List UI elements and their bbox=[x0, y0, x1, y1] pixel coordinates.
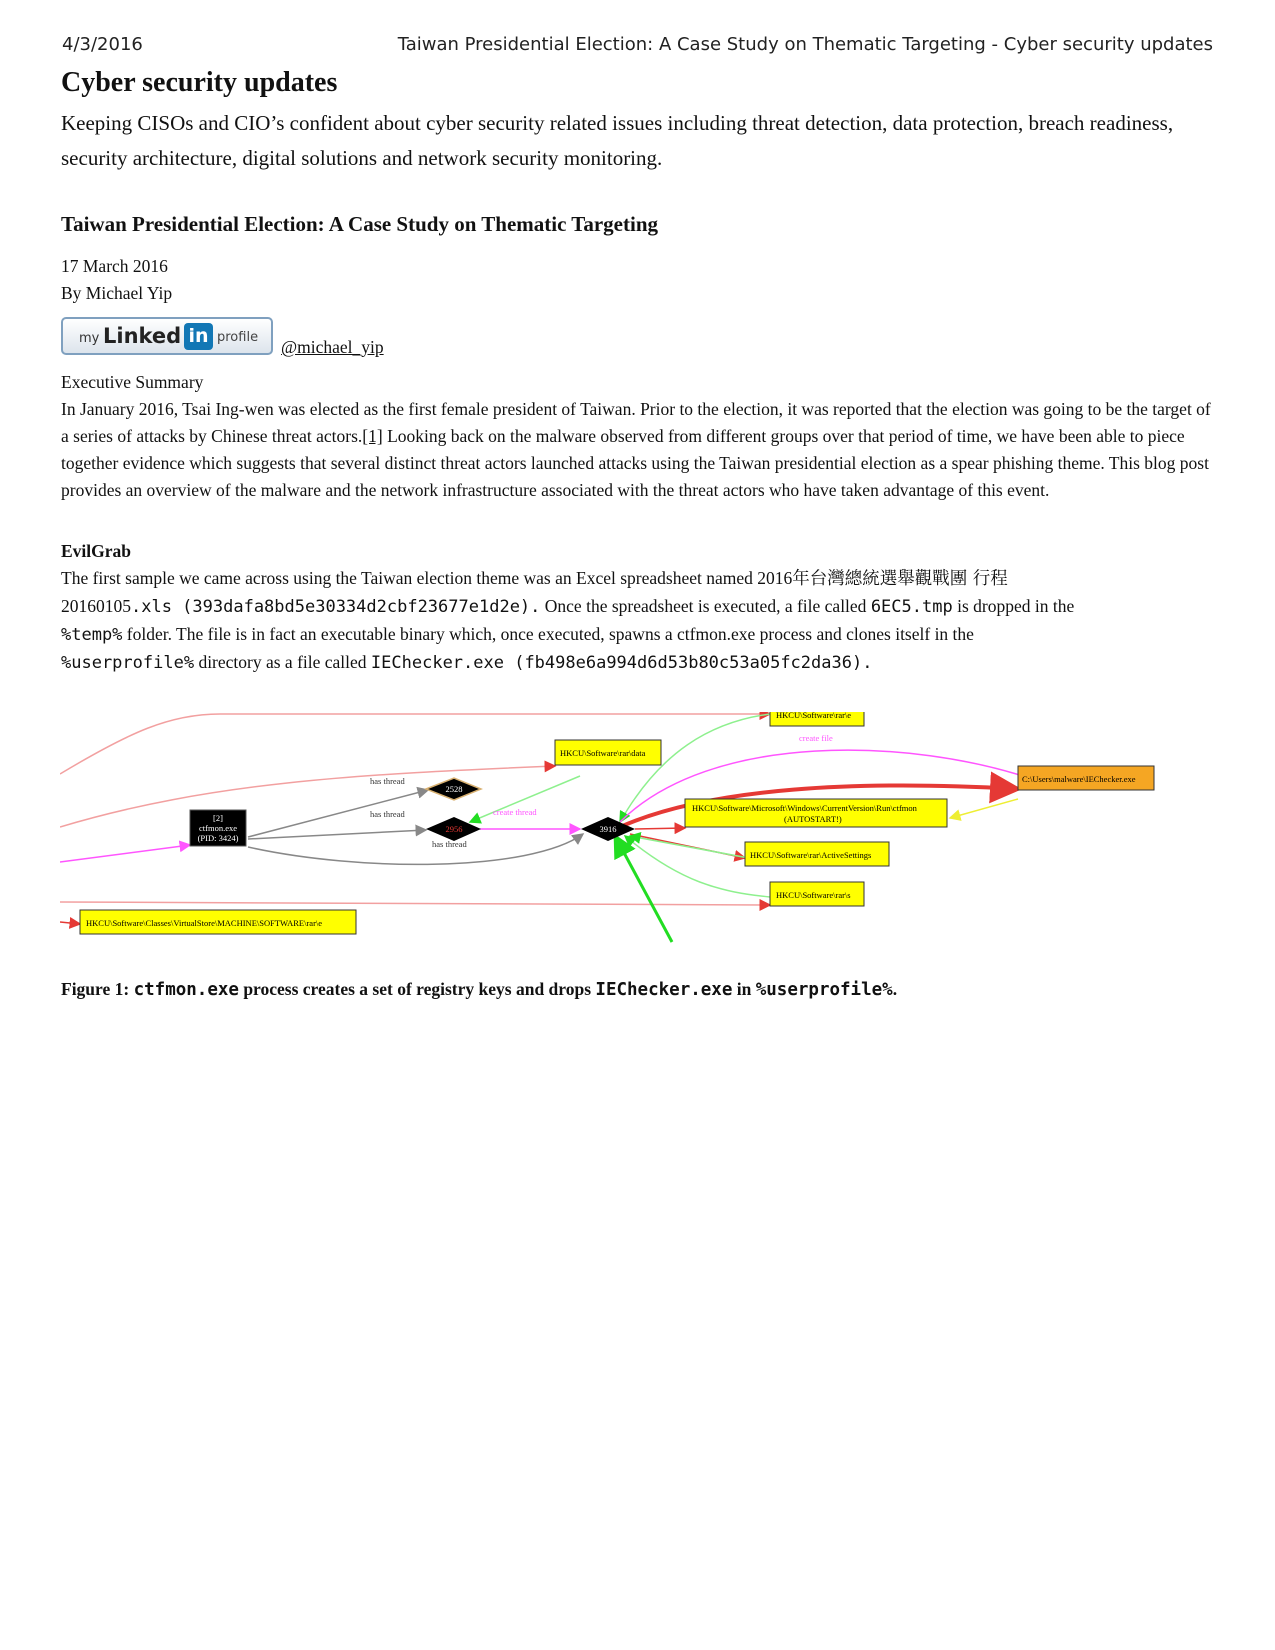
linkedin-badge-profile: profile bbox=[217, 330, 259, 345]
svg-text:HKCU\Software\Microsoft\Window: HKCU\Software\Microsoft\Windows\CurrentVersion\Run\ctfmon bbox=[692, 803, 917, 813]
evilgrab-code-temp: %temp% bbox=[61, 625, 123, 645]
edge-left-to-reg-classes bbox=[60, 922, 80, 924]
svg-text:3916: 3916 bbox=[599, 824, 617, 834]
print-page-title: Taiwan Presidential Election: A Case Study on Thematic Targeting - Cyber security updates bbox=[397, 34, 1213, 55]
node-reg-s bbox=[770, 882, 864, 906]
edge-has-thread-b bbox=[248, 830, 426, 839]
linkedin-badge-my: my bbox=[79, 331, 100, 346]
blog-tagline: Keeping CISOs and CIO’s confident about cyber security related issues including threat detection, data protection, breach readiness, security architecture, digital solutions and network security monitoring. bbox=[61, 111, 1174, 170]
caption-text-part: process creates a set of registry keys and drops bbox=[238, 979, 596, 999]
executive-summary-label: Executive Summary bbox=[61, 372, 204, 392]
caption-code-iechecker: IEChecker.exe bbox=[595, 980, 733, 1000]
figure-1-process-graph bbox=[60, 712, 1220, 972]
edge-left-to-reg-s bbox=[60, 902, 770, 905]
print-date: 4/3/2016 bbox=[62, 34, 143, 55]
executive-summary-text bbox=[61, 396, 1221, 504]
evilgrab-text-part: Once the spreadsheet is executed, a file called bbox=[540, 596, 871, 616]
node-reg-top bbox=[770, 712, 864, 726]
edge-left-to-process bbox=[60, 845, 190, 862]
evilgrab-code-iechecker: IEChecker.exe (fb498e6a994d6d53b80c53a05fc2da36). bbox=[370, 653, 873, 673]
blog-title: Cyber security updates bbox=[61, 67, 338, 98]
evilgrab-text-part: folder. The file is in fact an executable binary which, once executed, spawns a ctfmon.exe process and clones itself in the bbox=[122, 624, 974, 644]
evilgrab-text-part: 20160105 bbox=[61, 596, 131, 616]
edge-label-has-thread: has thread bbox=[370, 809, 405, 819]
edge-has-thread-c bbox=[248, 834, 583, 864]
twitter-handle-link[interactable]: @michael_yip bbox=[281, 337, 384, 357]
evilgrab-code-tmp: 6EC5.tmp bbox=[870, 597, 953, 617]
node-process-ctfmon bbox=[190, 810, 246, 846]
node-reg-active bbox=[745, 842, 889, 866]
evilgrab-code-userprofile: %userprofile% bbox=[61, 653, 195, 673]
post-meta bbox=[61, 253, 1221, 307]
post-title: Taiwan Presidential Election: A Case Study on Thematic Targeting bbox=[61, 212, 659, 236]
evilgrab-code-xls: .xls (393dafa8bd5e30334d2cbf23677e1d2e). bbox=[131, 597, 541, 617]
edge-label-create-file: create file bbox=[799, 733, 833, 743]
figure-1-caption bbox=[61, 976, 897, 1004]
summary-text-part: In January 2016, Tsai Ing-wen was elected as the first female president of Taiwan. Prior to the election, it was reported that the election was going to be the target of a series of attacks by Chinese threat actors. bbox=[61, 399, 1211, 446]
edge-yellow-from-file bbox=[950, 799, 1018, 818]
summary-text-part: Looking back on the malware observed from different groups over that period of time, we have been able to piece together evidence which suggests that several distinct threat actors launched attacks using the Taiwan presidential election as a spear phishing theme. This blog post provides an overview of the malware and the network infrastructure associated with the threat actors who have taken advantage of this event. bbox=[61, 426, 1209, 500]
linkedin-icon: in bbox=[184, 323, 213, 350]
svg-text:HKCU\Software\rar\data: HKCU\Software\rar\data bbox=[560, 748, 646, 758]
article-content bbox=[61, 64, 1221, 677]
node-file-iechecker bbox=[1018, 766, 1154, 790]
edge-green-bottom-to-3916 bbox=[615, 836, 672, 942]
caption-code-ctfmon: ctfmon.exe bbox=[133, 980, 239, 1000]
node-reg-classes bbox=[80, 910, 356, 934]
reference-link-1[interactable]: [1] bbox=[362, 426, 383, 446]
edge-label-create-thread: create thread bbox=[493, 807, 537, 817]
caption-text-part: Figure 1: bbox=[61, 979, 134, 999]
svg-text:HKCU\Software\rar\e: HKCU\Software\rar\e bbox=[776, 712, 852, 720]
svg-text:HKCU\Software\Classes\VirtualS: HKCU\Software\Classes\VirtualStore\MACHINE\SOFTWARE\rar\e bbox=[86, 918, 323, 928]
post-author: By Michael Yip bbox=[61, 283, 173, 303]
caption-code-userprofile: %userprofile% bbox=[755, 980, 893, 1000]
process-graph-svg bbox=[60, 712, 1220, 972]
svg-text:HKCU\Software\rar\s: HKCU\Software\rar\s bbox=[776, 890, 851, 900]
svg-text:ctfmon.exe: ctfmon.exe bbox=[199, 823, 237, 833]
svg-text:2956: 2956 bbox=[445, 824, 463, 834]
caption-text-part: . bbox=[892, 979, 898, 999]
social-links bbox=[61, 317, 1221, 359]
svg-text:C:\Users\malware\IEChecker.exe: C:\Users\malware\IEChecker.exe bbox=[1022, 774, 1136, 784]
edge-3916-to-run bbox=[635, 828, 685, 829]
print-header bbox=[62, 34, 1213, 58]
node-reg-data bbox=[555, 740, 661, 765]
post-date: 17 March 2016 bbox=[61, 256, 168, 276]
evilgrab-text-part: is dropped in the bbox=[952, 596, 1075, 616]
svg-text:[2]: [2] bbox=[213, 813, 223, 823]
caption-text-part: in bbox=[732, 979, 756, 999]
evilgrab-text-part: The first sample we came across using the Taiwan election theme was an Excel spreadsheet named 2016 bbox=[61, 568, 793, 588]
svg-text:(PID: 3424): (PID: 3424) bbox=[197, 833, 239, 843]
evilgrab-filename-cjk: 年台灣總統選舉觀戰團 行程 bbox=[792, 569, 1008, 589]
svg-text:2528: 2528 bbox=[445, 784, 463, 794]
edge-label-has-thread: has thread bbox=[432, 839, 467, 849]
evilgrab-text bbox=[61, 565, 1221, 677]
node-thread-2528 bbox=[426, 778, 481, 800]
evilgrab-text-part: directory as a file called bbox=[194, 652, 371, 672]
node-reg-run bbox=[685, 799, 947, 827]
linkedin-profile-button[interactable] bbox=[61, 317, 273, 355]
svg-text:(AUTOSTART!): (AUTOSTART!) bbox=[784, 814, 842, 824]
linkedin-badge-linked: Linked bbox=[103, 324, 182, 348]
svg-text:HKCU\Software\rar\ActiveSettin: HKCU\Software\rar\ActiveSettings bbox=[750, 850, 872, 860]
evilgrab-heading: EvilGrab bbox=[61, 541, 132, 561]
edge-label-has-thread: has thread bbox=[370, 776, 405, 786]
